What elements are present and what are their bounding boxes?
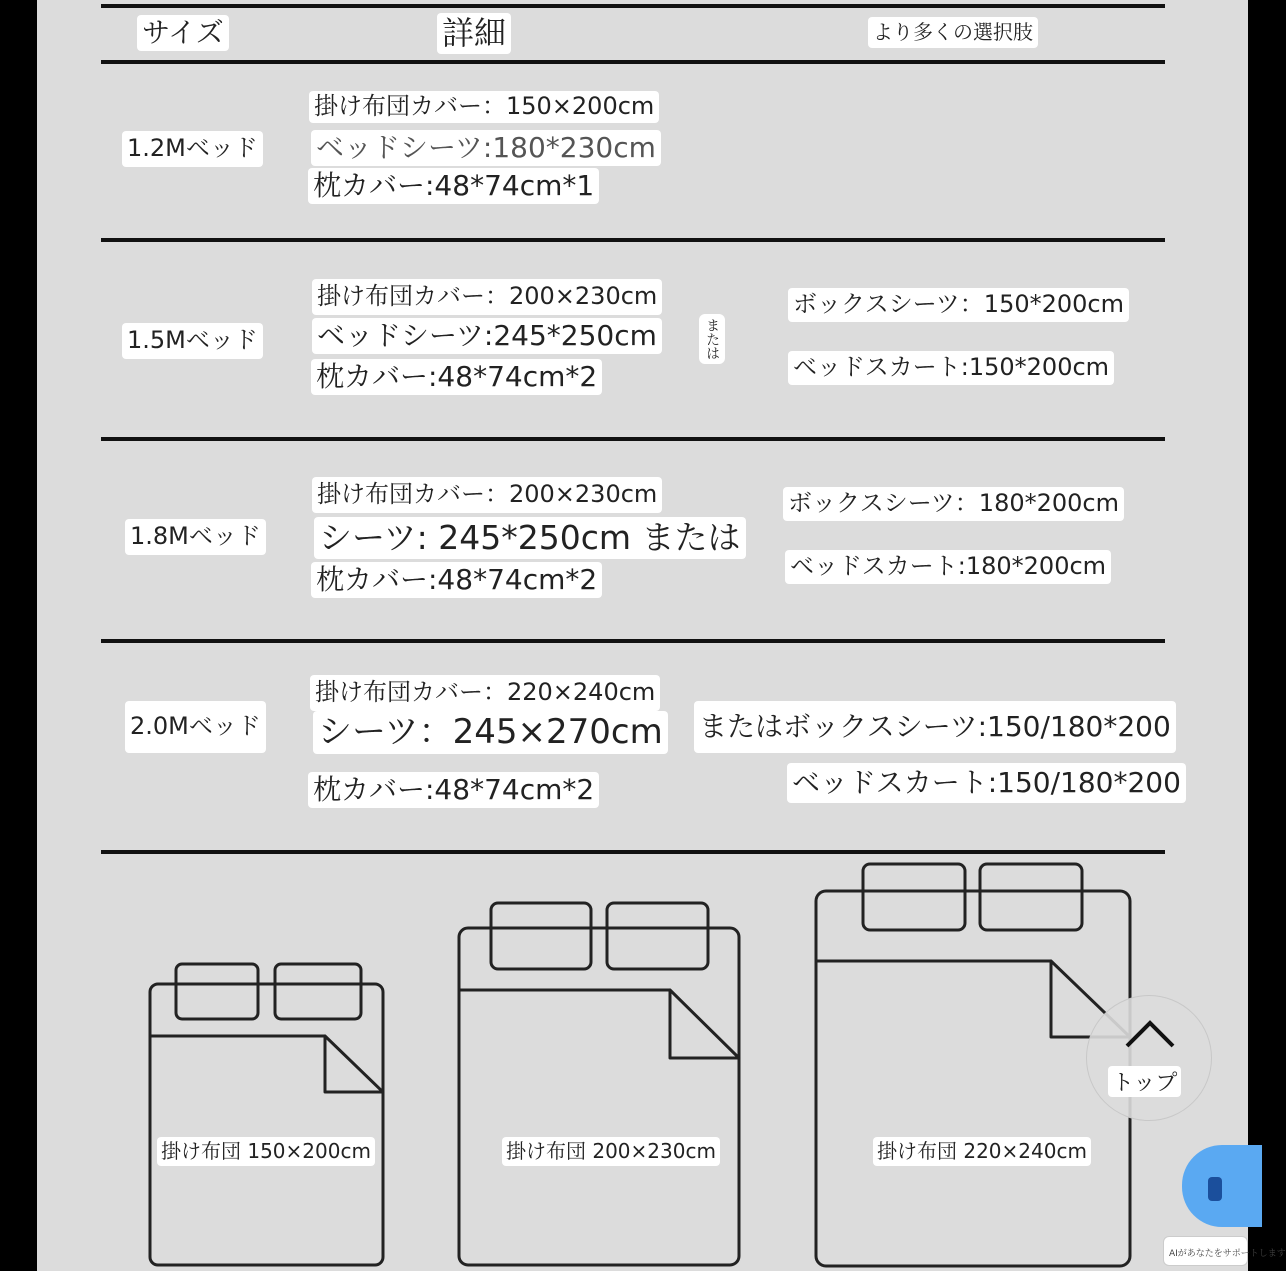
row3-option-skirt: ベッドスカート:180*200cm [785, 550, 1111, 584]
row4-detail-pillow: 枕カバー:48*74cm*2 [308, 772, 599, 808]
row2-size: 1.5Mベッド [122, 323, 263, 359]
row2-option-skirt: ベッドスカート:150*200cm [788, 351, 1114, 385]
back-to-top-label: トップ [1108, 1066, 1181, 1097]
row2-detail-cover: 掛け布団カバー：200×230cm [312, 279, 662, 315]
row3-detail-sheet: シーツ: 245*250cm または [314, 517, 746, 559]
header-more-label: より多くの選択肢 [868, 17, 1038, 48]
row2-detail-sheet: ベッドシーツ:245*250cm [312, 318, 662, 354]
row1-detail-cover: 掛け布団カバー：150×200cm [309, 91, 659, 123]
chat-bot-icon [1208, 1177, 1222, 1201]
bed-medium-illustration [459, 903, 739, 1265]
row2-detail-pillow: 枕カバー:48*74cm*2 [311, 359, 602, 395]
ai-assistant-button[interactable] [1182, 1145, 1262, 1227]
bed-small-illustration [150, 964, 383, 1265]
row2-or-label: または [699, 314, 725, 364]
bed-small-label: 掛け布団 150×200cm [157, 1137, 375, 1166]
bed-medium-label: 掛け布団 200×230cm [502, 1137, 720, 1166]
row2-option-boxsheet: ボックスシーツ：150*200cm [788, 288, 1129, 322]
ai-assistant-note: AIがあなたをサポートします [1163, 1236, 1248, 1266]
row4-detail-cover: 掛け布団カバー：220×240cm [310, 675, 660, 711]
header-size-label: サイズ [137, 15, 229, 51]
row1-detail-pillow: 枕カバー:48*74cm*1 [308, 168, 599, 204]
row1-detail-sheet: ベッドシーツ:180*230cm [311, 130, 661, 166]
row4-size: 2.0Mベッド [125, 701, 266, 753]
row4-option-skirt: ベッドスカート:150/180*200 [787, 763, 1186, 803]
row4-option-boxsheet: またはボックスシーツ:150/180*200 [694, 701, 1176, 753]
bed-illustrations [37, 0, 1248, 1271]
row3-size: 1.8Mベッド [125, 519, 266, 555]
chevron-up-icon [1124, 1018, 1176, 1050]
row3-detail-pillow: 枕カバー:48*74cm*2 [311, 562, 602, 598]
header-detail-label: 詳細 [437, 13, 511, 54]
bed-large-label: 掛け布団 220×240cm [873, 1137, 1091, 1166]
row3-detail-cover: 掛け布団カバー：200×230cm [312, 477, 662, 513]
row3-option-boxsheet: ボックスシーツ：180*200cm [783, 487, 1124, 521]
row4-detail-sheet: シーツ：245×270cm [313, 711, 668, 754]
bed-large-illustration [816, 864, 1130, 1266]
size-chart-panel [37, 0, 1248, 1271]
back-to-top-button[interactable] [1086, 995, 1212, 1121]
row1-size: 1.2Mベッド [122, 131, 263, 167]
